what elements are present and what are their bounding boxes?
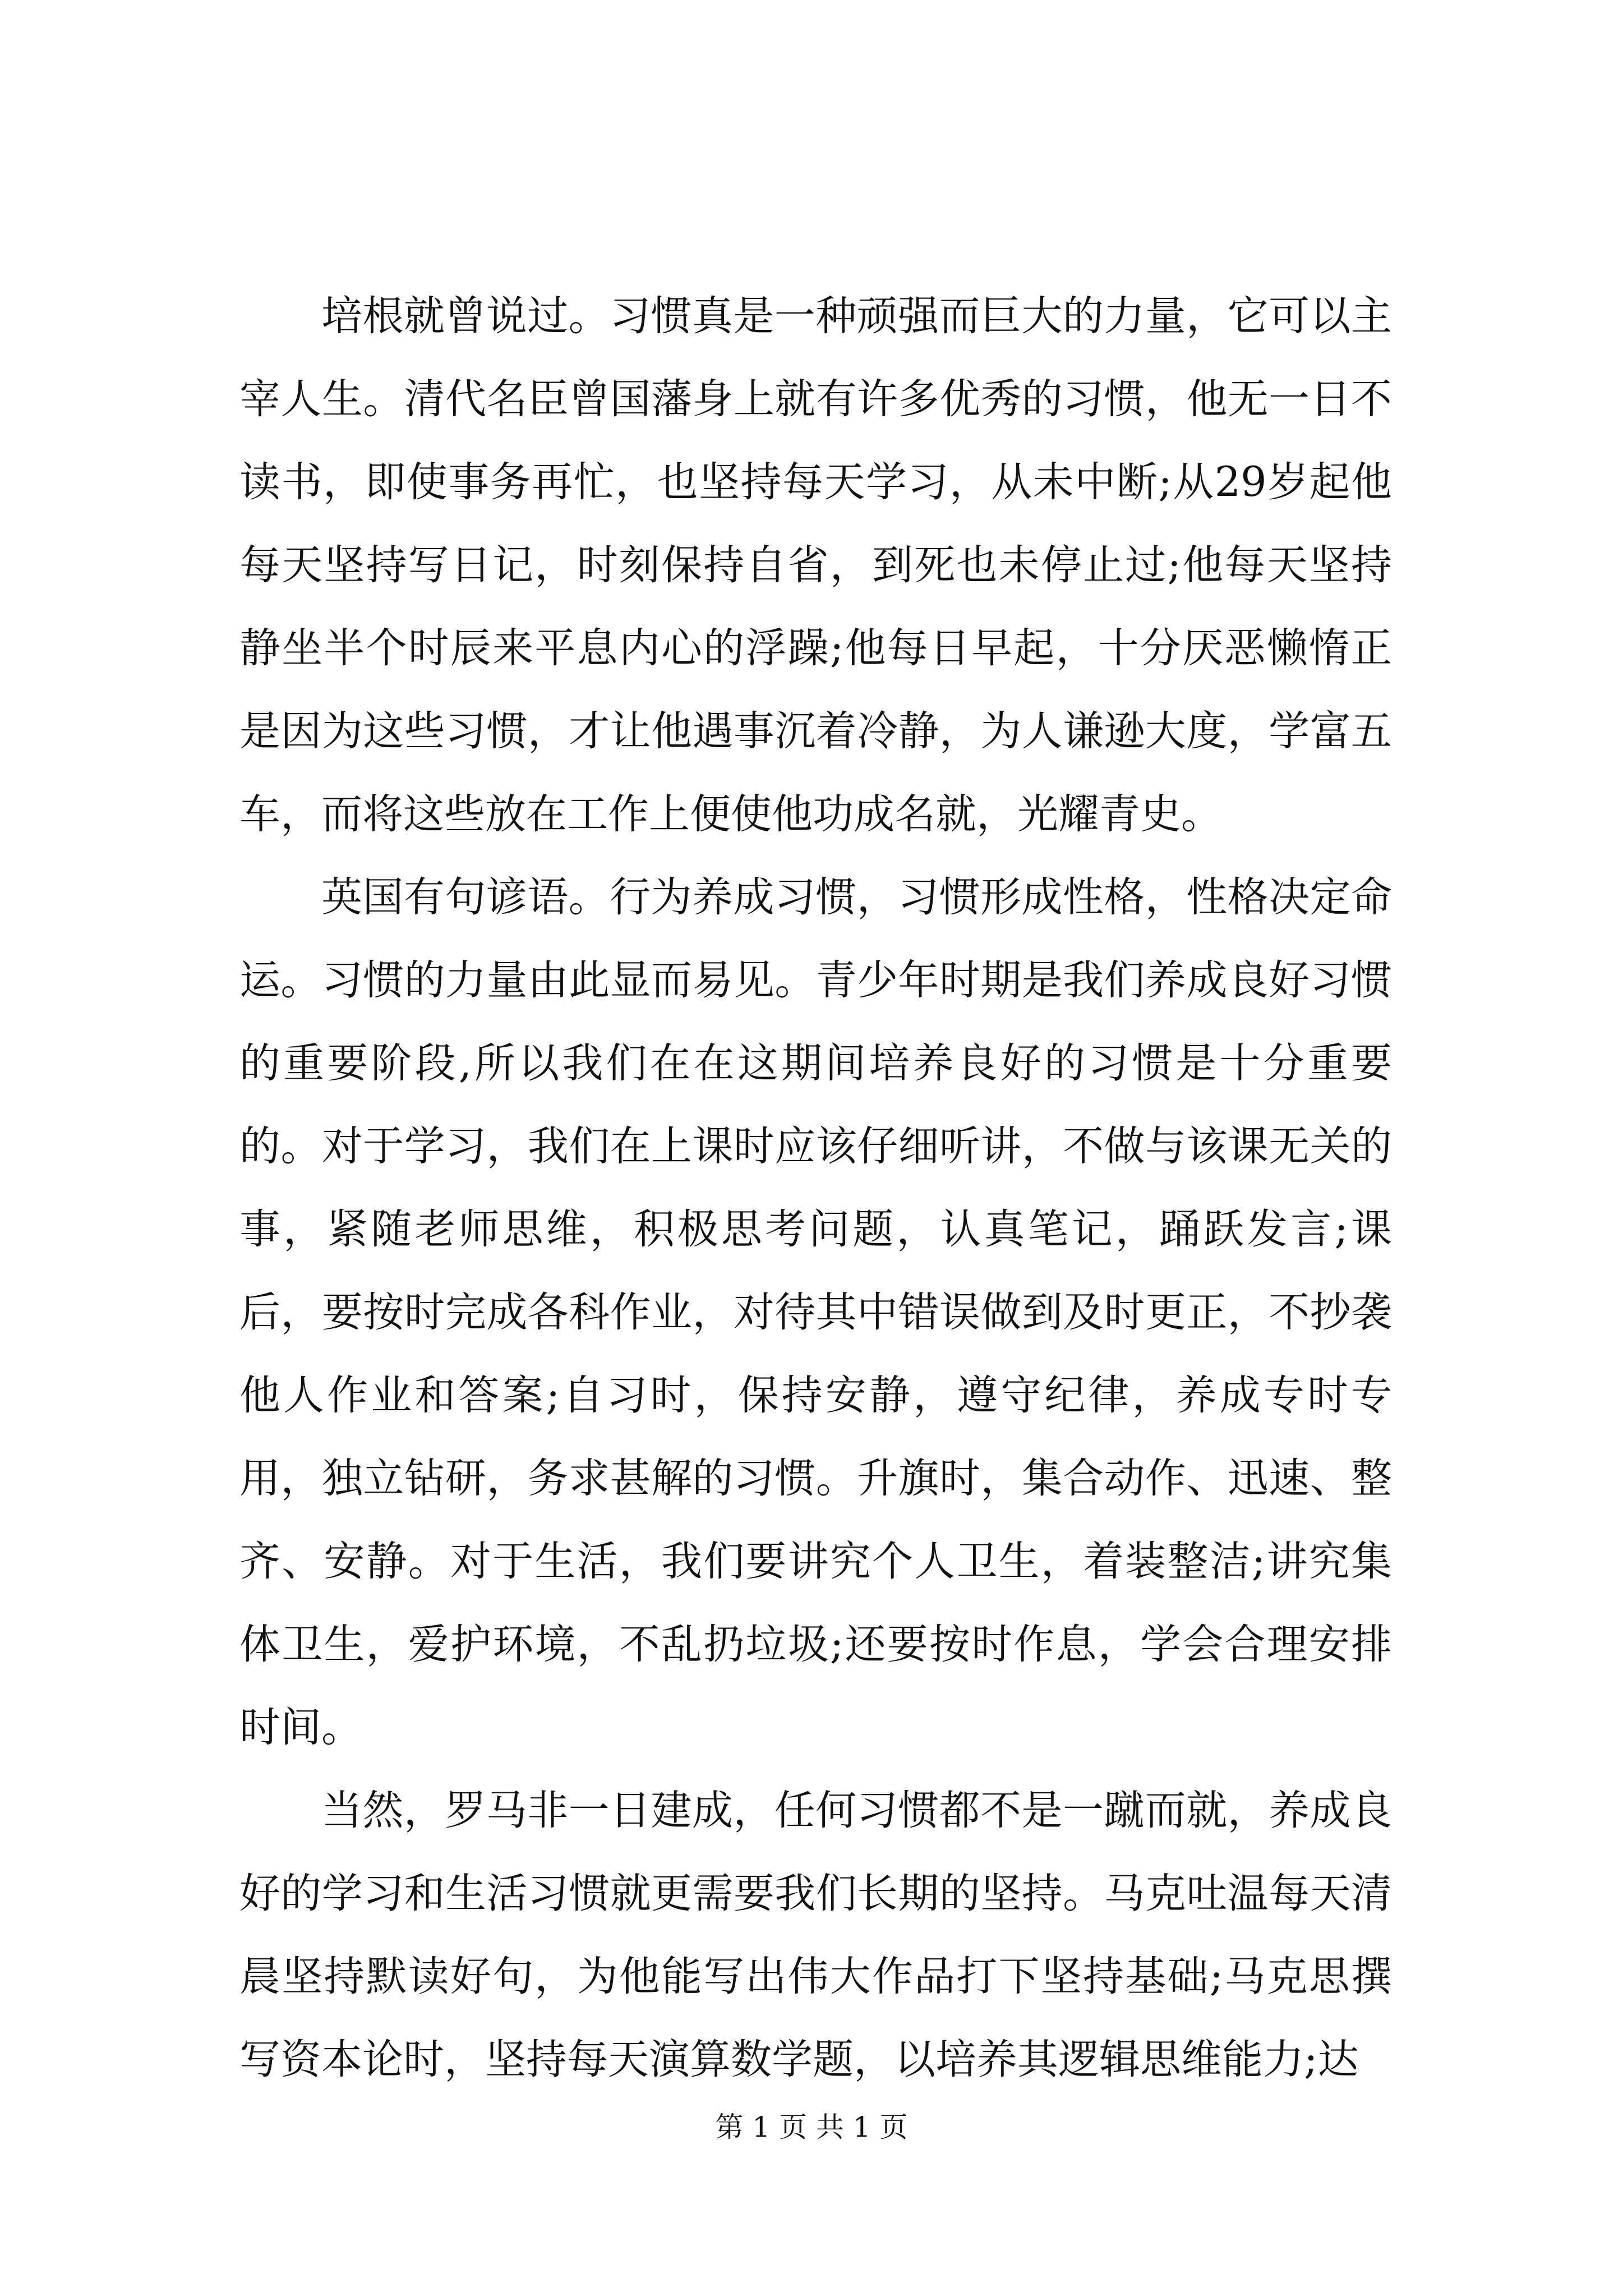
paragraph-2: 英国有句谚语。行为养成习惯，习惯形成性格，性格决定命运。习惯的力量由此显而易见。青少年时期是我们养成良好习惯的重要阶段,所以我们在在这期间培养良好的习惯是十分重要的。对于学习，我们在上课时应该仔细听讲，不做与该课无关的事，紧随老师思维，积极思考问题，认真笔记，踊跃发言;课后，要按时完成各科作业，对待其中错误做到及时更正，不抄袭他人作业和答案;自习时，保持安静，遵守纪律，养成专时专用，独立钻研，务求甚解的习惯。升旗时，集合动作、迅速、整齐、安静。对于生活，我们要讲究个人卫生，着装整洁;讲究集体卫生，爱护环境，不乱扔垃圾;还要按时作息，学会合理安排时间。: [239, 873, 1392, 1751]
paragraph-1: 培根就曾说过。习惯真是一种顽强而巨大的力量，它可以主宰人生。清代名臣曾国藩身上就有许多优秀的习惯，他无一日不读书，即使事务再忙，也坚持每天学习，从未中断;从29岁起他每天坚持写日记，时刻保持自省，到死也未停止过;他每天坚持静坐半个时辰来平息内心的浮躁;他每日早起，十分厌恶懒惰正是因为这些习惯，才让他遇事沉着冷静，为人谦逊大度，学富五车，而将这些放在工作上便使他功成名就，光耀青史。: [239, 292, 1392, 838]
paragraph-3: 当然，罗马非一日建成，任何习惯都不是一蹴而就，养成良好的学习和生活习惯就更需要我们长期的坚持。马克吐温每天清晨坚持默读好句，为他能写出伟大作品打下坚持基础;马克思撰写资本论时，坚持每天演算数学题，以培养其逻辑思维能力;达: [239, 1787, 1392, 2083]
document-body: [239, 275, 1392, 2101]
page-footer: 第 1 页 共 1 页: [715, 2111, 908, 2143]
